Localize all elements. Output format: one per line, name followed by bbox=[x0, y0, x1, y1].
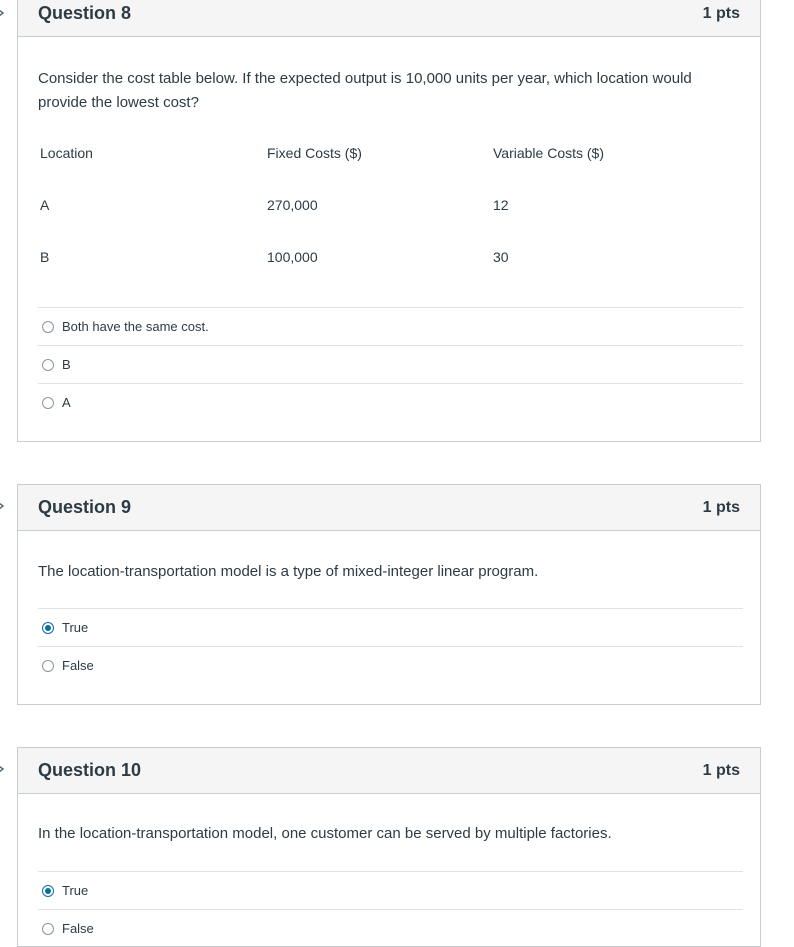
answer-label: B bbox=[62, 357, 71, 372]
answer-label: False bbox=[62, 921, 94, 936]
flag-icon[interactable] bbox=[0, 762, 6, 776]
question-title: Question 10 bbox=[38, 760, 142, 780]
answer-label: Both have the same cost. bbox=[62, 319, 209, 334]
answer-label: True bbox=[62, 883, 89, 898]
question-header bbox=[18, 0, 760, 37]
answer-list bbox=[38, 307, 743, 421]
table-cell: 270,000 bbox=[267, 197, 318, 213]
answer-label: A bbox=[62, 395, 71, 410]
flag-icon[interactable] bbox=[0, 6, 6, 20]
table-header-location: Location bbox=[40, 145, 93, 161]
answer-option[interactable] bbox=[38, 909, 743, 947]
question-points: 1 pts bbox=[702, 498, 740, 516]
answer-option[interactable] bbox=[38, 307, 743, 345]
question-8 bbox=[17, 0, 761, 442]
question-title: Question 9 bbox=[38, 497, 132, 517]
table-cell: B bbox=[40, 249, 50, 265]
radio-button[interactable] bbox=[42, 923, 54, 935]
radio-button[interactable] bbox=[42, 660, 54, 672]
radio-button[interactable] bbox=[42, 321, 54, 333]
answer-list bbox=[38, 608, 743, 684]
radio-button-selected[interactable] bbox=[42, 885, 54, 897]
answer-list bbox=[38, 871, 743, 947]
question-header bbox=[18, 485, 760, 531]
question-9 bbox=[17, 484, 761, 705]
answer-option[interactable] bbox=[38, 608, 743, 646]
answer-option[interactable] bbox=[38, 383, 743, 421]
question-points: 1 pts bbox=[702, 4, 740, 22]
radio-button[interactable] bbox=[42, 397, 54, 409]
table-cell: 12 bbox=[493, 197, 509, 213]
answer-option[interactable] bbox=[38, 646, 743, 684]
question-text: In the location-transportation model, one customer can be served by multiple factories. bbox=[38, 825, 612, 842]
answer-label: True bbox=[62, 620, 89, 635]
table-cell: 30 bbox=[493, 249, 509, 265]
answer-label: False bbox=[62, 658, 94, 673]
answer-option[interactable] bbox=[38, 871, 743, 909]
question-points: 1 pts bbox=[702, 761, 740, 779]
flag-icon[interactable] bbox=[0, 499, 6, 513]
radio-button[interactable] bbox=[42, 359, 54, 371]
question-title: Question 8 bbox=[38, 3, 132, 23]
question-text: Consider the cost table below. If the expected output is 10,000 units per year, which location would provide the lowest cost? bbox=[38, 70, 692, 111]
table-header-variable: Variable Costs ($) bbox=[493, 145, 605, 161]
table-cell: A bbox=[40, 197, 50, 213]
radio-button-selected[interactable] bbox=[42, 622, 54, 634]
answer-option[interactable] bbox=[38, 345, 743, 383]
table-header-fixed: Fixed Costs ($) bbox=[267, 145, 362, 161]
question-10 bbox=[17, 747, 761, 947]
question-text: The location-transportation model is a type of mixed-integer linear program. bbox=[38, 563, 539, 580]
table-cell: 100,000 bbox=[267, 249, 318, 265]
question-header bbox=[18, 748, 760, 794]
